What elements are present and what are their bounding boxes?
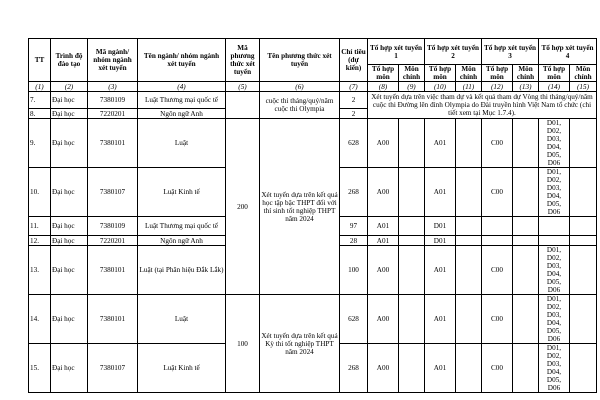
- header-method-code: Mã phương thức xét tuyển: [226, 39, 260, 82]
- row-name: Ngôn ngữ Anh: [138, 109, 226, 119]
- row-name: Luật Kinh tế: [138, 344, 226, 393]
- row-code: 7380107: [88, 344, 138, 393]
- index-cell: (12): [482, 82, 513, 92]
- row-combo-2: A01: [425, 344, 456, 393]
- row-level: Đại học: [51, 168, 88, 217]
- subheader-combo: Tổ hợp môn: [539, 65, 570, 82]
- row-main-2: [456, 344, 482, 393]
- row-combo-4: D01, D02, D03, D04, D05, D06: [539, 246, 570, 295]
- row-main-3: [513, 344, 539, 393]
- row-combo-4: D01, D02, D03, D04, D05, D06: [539, 344, 570, 393]
- row-quota: 268: [340, 344, 368, 393]
- row-code: 7220201: [88, 109, 138, 119]
- subheader-combo: Tổ hợp môn: [368, 65, 399, 82]
- row-level: Đại học: [51, 109, 88, 119]
- row-combo-1: A00: [368, 168, 399, 217]
- column-index-row: [29, 82, 597, 92]
- row-level: Đại học: [51, 246, 88, 295]
- row-combo-4: D01, D02, D03, D04, D05, D06: [539, 295, 570, 344]
- admission-table: [28, 38, 597, 393]
- row-note: Xét tuyển dựa trên việc tham dự và kết quả tham dự Vòng thi tháng/quý/năm cuộc thi Đường lên đỉnh Olympia do Đài truyền hình Việt Nam tổ chức (chi tiết xem tại Mục 1.7.4).: [368, 92, 597, 119]
- index-cell: (5): [226, 82, 260, 92]
- index-cell: (4): [138, 82, 226, 92]
- row-main-1: [399, 217, 425, 236]
- row-level: Đại học: [51, 217, 88, 236]
- index-cell: (3): [88, 82, 138, 92]
- subheader-main: Môn chính: [513, 65, 539, 82]
- index-cell: (6): [260, 82, 340, 92]
- index-cell: (1): [29, 82, 51, 92]
- header-name: Tên ngành/ nhóm ngành xét tuyển: [138, 39, 226, 82]
- row-main-4: [570, 246, 597, 295]
- row-main-4: [570, 119, 597, 168]
- index-cell: (15): [570, 82, 597, 92]
- row-level: Đại học: [51, 344, 88, 393]
- row-level: Đại học: [51, 236, 88, 246]
- index-cell: (13): [513, 82, 539, 92]
- row-quota: 100: [340, 246, 368, 295]
- row-name: Luật (tại Phân hiệu Đắk Lắk): [138, 246, 226, 295]
- row-method-name: Xét tuyển dựa trên kết quả Kỳ thi tốt nghiệp THPT năm 2024: [260, 295, 340, 393]
- subheader-main: Môn chính: [570, 65, 597, 82]
- row-code: 7380101: [88, 295, 138, 344]
- row-method-name: Xét tuyển dựa trên kết quả học tập bậc THPT đối với thí sinh tốt nghiệp THPT năm 2024: [260, 119, 340, 295]
- row-method-code: 200: [226, 119, 260, 295]
- row-combo-2: A01: [425, 246, 456, 295]
- index-cell: (9): [399, 82, 425, 92]
- row-combo-2: A01: [425, 119, 456, 168]
- row-name: Luật: [138, 119, 226, 168]
- row-name: Luật Thương mại quốc tế: [138, 92, 226, 109]
- index-cell: (11): [456, 82, 482, 92]
- row-combo-4: [539, 217, 570, 236]
- row-level: Đại học: [51, 295, 88, 344]
- row-code: 7380101: [88, 119, 138, 168]
- index-cell: (14): [539, 82, 570, 92]
- header-combo-3: Tổ hợp xét tuyển 3: [482, 39, 539, 65]
- table-row: [29, 92, 597, 109]
- row-name: Luật: [138, 295, 226, 344]
- index-cell: (7): [340, 82, 368, 92]
- row-main-2: [456, 217, 482, 236]
- row-main-1: [399, 236, 425, 246]
- row-main-3: [513, 246, 539, 295]
- row-combo-4: D01, D02, D03, D04, D05, D06: [539, 168, 570, 217]
- row-combo-1: A01: [368, 217, 399, 236]
- subheader-main: Môn chính: [456, 65, 482, 82]
- row-combo-3: C00: [482, 246, 513, 295]
- header-combo-1: Tổ hợp xét tuyển 1: [368, 39, 425, 65]
- row-code: 7220201: [88, 236, 138, 246]
- row-combo-1: A00: [368, 246, 399, 295]
- row-main-3: [513, 119, 539, 168]
- row-main-4: [570, 168, 597, 217]
- table-row: [29, 295, 597, 344]
- row-main-4: [570, 217, 597, 236]
- row-combo-4: D01, D02, D03, D04, D05, D06: [539, 119, 570, 168]
- row-quota: 97: [340, 217, 368, 236]
- row-quota: 2: [340, 109, 368, 119]
- row-combo-1: A00: [368, 119, 399, 168]
- row-main-2: [456, 119, 482, 168]
- row-tt: 13.: [29, 246, 51, 295]
- row-main-4: [570, 295, 597, 344]
- header-method-name: Tên phương thức xét tuyển: [260, 39, 340, 82]
- row-combo-3: C00: [482, 168, 513, 217]
- row-main-3: [513, 295, 539, 344]
- index-cell: (2): [51, 82, 88, 92]
- row-code: 7380101: [88, 246, 138, 295]
- row-quota: 268: [340, 168, 368, 217]
- header-code: Mã ngành/ nhóm ngành xét tuyển: [88, 39, 138, 82]
- admission-table-page: [28, 38, 594, 393]
- row-main-4: [570, 344, 597, 393]
- header-level: Trình độ đào tạo: [51, 39, 88, 82]
- row-quota: 2: [340, 92, 368, 109]
- row-main-1: [399, 246, 425, 295]
- row-combo-1: A01: [368, 236, 399, 246]
- index-cell: (10): [425, 82, 456, 92]
- row-combo-1: A00: [368, 344, 399, 393]
- row-quota: 28: [340, 236, 368, 246]
- row-combo-1: A00: [368, 295, 399, 344]
- row-combo-3: C00: [482, 344, 513, 393]
- table-row: [29, 119, 597, 168]
- row-code: 7380109: [88, 217, 138, 236]
- row-level: Đại học: [51, 119, 88, 168]
- row-name: Luật Thương mại quốc tế: [138, 217, 226, 236]
- row-tt: 15.: [29, 344, 51, 393]
- row-main-3: [513, 217, 539, 236]
- row-combo-2: D01: [425, 217, 456, 236]
- row-combo-2: D01: [425, 236, 456, 246]
- row-main-3: [513, 236, 539, 246]
- subheader-combo: Tổ hợp môn: [425, 65, 456, 82]
- row-combo-4: [539, 236, 570, 246]
- row-combo-2: A01: [425, 295, 456, 344]
- row-level: Đại học: [51, 92, 88, 109]
- row-method-code: [226, 92, 260, 119]
- row-name: Luật Kinh tế: [138, 168, 226, 217]
- row-tt: 11.: [29, 217, 51, 236]
- index-cell: (8): [368, 82, 399, 92]
- row-code: 7380109: [88, 92, 138, 109]
- header-combo-4: Tổ hợp xét tuyển 4: [539, 39, 597, 65]
- subheader-main: Môn chính: [399, 65, 425, 82]
- row-name: Ngôn ngữ Anh: [138, 236, 226, 246]
- row-code: 7380107: [88, 168, 138, 217]
- row-combo-3: [482, 217, 513, 236]
- row-tt: 9.: [29, 119, 51, 168]
- header-quota: Chỉ tiêu (dự kiến): [340, 39, 368, 82]
- row-main-1: [399, 295, 425, 344]
- row-tt: 7.: [29, 92, 51, 109]
- row-combo-3: [482, 236, 513, 246]
- row-combo-3: C00: [482, 119, 513, 168]
- row-method-name: cuộc thi tháng/quý/năm cuộc thi Olympia: [260, 92, 340, 119]
- row-main-1: [399, 344, 425, 393]
- row-tt: 10.: [29, 168, 51, 217]
- header-tt: TT: [29, 39, 51, 82]
- row-main-3: [513, 168, 539, 217]
- row-quota: 628: [340, 295, 368, 344]
- row-main-2: [456, 246, 482, 295]
- row-method-code: 100: [226, 295, 260, 393]
- row-tt: 12.: [29, 236, 51, 246]
- row-main-2: [456, 168, 482, 217]
- subheader-combo: Tổ hợp môn: [482, 65, 513, 82]
- row-main-1: [399, 168, 425, 217]
- row-main-4: [570, 236, 597, 246]
- row-combo-3: C00: [482, 295, 513, 344]
- row-tt: 8.: [29, 109, 51, 119]
- row-main-2: [456, 295, 482, 344]
- header-combo-2: Tổ hợp xét tuyển 2: [425, 39, 482, 65]
- row-main-2: [456, 236, 482, 246]
- row-combo-2: A01: [425, 168, 456, 217]
- row-quota: 628: [340, 119, 368, 168]
- row-main-1: [399, 119, 425, 168]
- row-tt: 14.: [29, 295, 51, 344]
